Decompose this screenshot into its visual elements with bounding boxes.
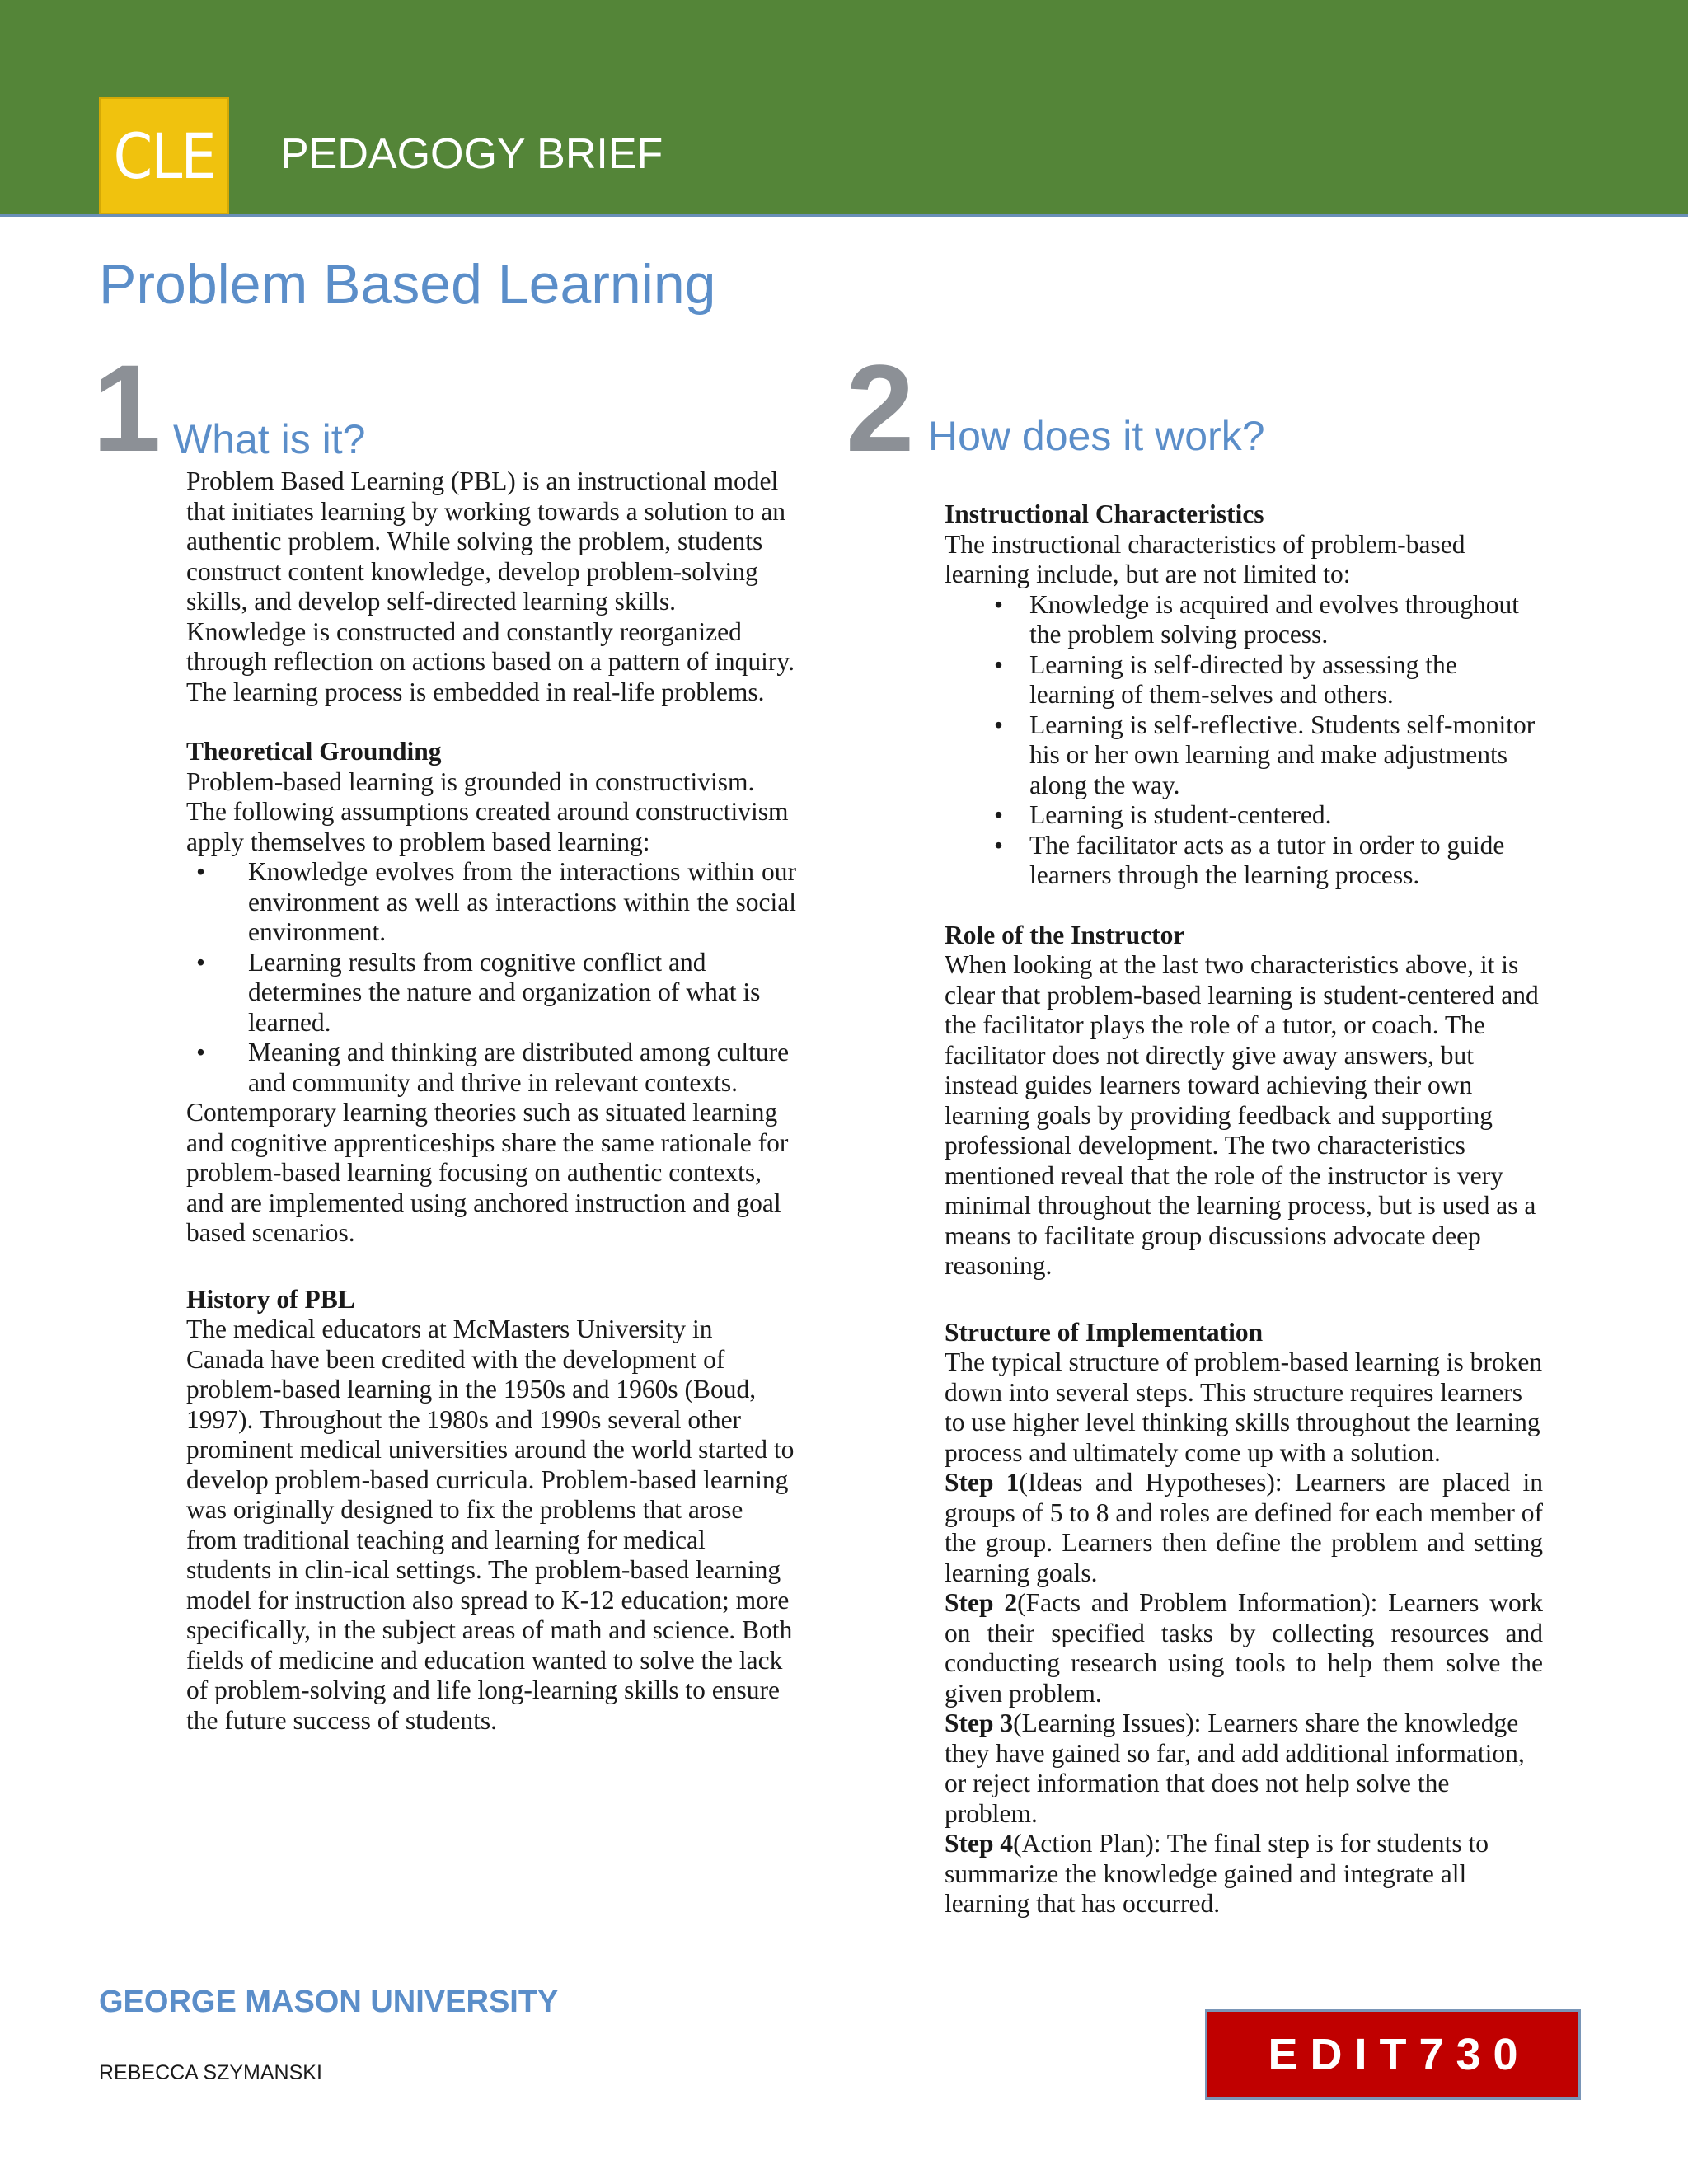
list-item: • Learning results from cognitive conflict and determines the nature and organization of what is learned. — [186, 948, 796, 1038]
theory-paragraph: Problem-based learning is grounded in constructivism. The following assumptions created around constructivism apply themselves to problem based learning: — [186, 766, 789, 856]
list-item: • Learning is self-directed by assessing the learning of them-selves and others. — [945, 650, 1543, 710]
university-name: GEORGE MASON UNIVERSITY — [99, 1985, 559, 2019]
section-2-body — [945, 499, 1543, 1919]
course-code: EDIT730 — [1268, 2030, 1531, 2079]
theory-list — [186, 857, 796, 1098]
section-1-body — [186, 466, 796, 1736]
logo-text: CLE — [113, 119, 215, 193]
list-item: • Knowledge is acquired and evolves throughout the problem solving process. — [945, 590, 1543, 650]
author-name: REBECCA SZYMANSKI — [99, 2061, 322, 2084]
section-1-heading: What is it? — [173, 416, 366, 462]
header-banner — [0, 0, 1688, 217]
step-3 — [945, 1708, 1543, 1829]
list-item: • The facilitator acts as a tutor in order to guide learners through the learning process. — [945, 831, 1543, 891]
structure-paragraph: The typical structure of problem-based learning is broken down into several steps. This structure requires learners to use higher level thinking skills throughout the learning process and ultimately come up with a solution. — [945, 1347, 1543, 1467]
structure-heading: Structure of Implementation — [945, 1317, 1264, 1347]
history-paragraph: The medical educators at McMasters University in Canada have been credited with the development of problem-based learning in the 1950s and 1960s (Boud, 1997). Throughout the 1980s and 1990s several other prominent medical universities around the world started to develop problem-based curricula. Problem-based learning was originally designed to fix the problems that arose from traditional teaching and learning for medical students in clin-ical settings. The problem-based learning model for instruction also spread to K-12 education; more specifically, in the subject areas of math and science. Both fields of medicine and education wanted to solve the lack of problem-solving and life long-learning skills to ensure the future success of students. — [186, 1315, 795, 1735]
step-4 — [945, 1829, 1543, 1919]
section-2-heading: How does it work? — [928, 413, 1265, 459]
page-title: Problem Based Learning — [99, 253, 716, 316]
section-2-number: 2 — [846, 339, 912, 477]
step-4-label: Step 4 — [945, 1829, 1014, 1858]
step-2-text: (Facts and Problem Information): Learners work on their specified tasks by collecting resources and conducting research using tools to help them solve the given problem. — [945, 1588, 1543, 1708]
instructional-characteristics-heading: Instructional Characteristics — [945, 499, 1264, 528]
list-item: • Knowledge evolves from the interactions within our environment as well as interactions within the social environment. — [186, 857, 796, 948]
role-heading: Role of the Instructor — [945, 920, 1185, 949]
cle-logo — [99, 97, 229, 214]
step-1-label: Step 1 — [945, 1468, 1020, 1497]
list-item: • Learning is student-centered. — [945, 800, 1543, 831]
course-badge — [1205, 2009, 1581, 2100]
section-1-number: 1 — [92, 339, 158, 477]
step-2-label: Step 2 — [945, 1588, 1018, 1617]
step-4-text: (Action Plan): The final step is for students to summarize the knowledge gained and integrate all learning that has occurred. — [945, 1829, 1489, 1918]
list-item: • Meaning and thinking are distributed among culture and community and thrive in relevant contexts. — [186, 1038, 796, 1098]
step-3-text: (Learning Issues): Learners share the knowledge they have gained so far, and add additional information, or reject information that does not help solve the problem. — [945, 1708, 1525, 1828]
theory-heading: Theoretical Grounding — [186, 737, 442, 766]
step-2 — [945, 1588, 1543, 1708]
list-item: • Learning is self-reflective. Students self-monitor his or her own learning and make adjustments along the way. — [945, 710, 1543, 801]
step-3-label: Step 3 — [945, 1708, 1014, 1737]
instructional-characteristics-paragraph: The instructional characteristics of problem-based learning include, but are not limited to: — [945, 529, 1465, 588]
step-1 — [945, 1468, 1543, 1588]
role-paragraph: When looking at the last two characteristics above, it is clear that problem-based learning is student-centered and the facilitator plays the role of a tutor, or coach. The facilitator does not directly give away answers, but instead guides learners toward achieving their own learning goals by providing feedback and supporting professional development. The two characteristics mentioned reveal that the role of the instructor is very minimal throughout the learning process, but is used as a means to facilitate group discussions advocate deep reasoning. — [945, 950, 1539, 1280]
brief-label: PEDAGOGY BRIEF — [280, 130, 663, 178]
characteristics-list — [945, 590, 1543, 891]
theory-closing-paragraph: Contemporary learning theories such as situated learning and cognitive apprenticeships share the same rationale for problem-based learning focusing on authentic contexts, and are implemented using anchored instruction and goal based scenarios. — [186, 1098, 789, 1247]
step-1-text: (Ideas and Hypotheses): Learners are placed in groups of 5 to 8 and roles are defined for each member of the group. Learners then define the problem and setting learning goals. — [945, 1468, 1543, 1587]
history-heading: History of PBL — [186, 1284, 355, 1314]
intro-paragraph: Problem Based Learning (PBL) is an instructional model that initiates learning by working towards a solution to an authentic problem. While solving the problem, students construct content knowledge, develop problem-solving skills, and develop self-directed learning skills. Knowledge is constructed and constantly reorganized through reflection on actions based on a pattern of inquiry. The learning process is embedded in real-life problems. — [186, 466, 795, 706]
